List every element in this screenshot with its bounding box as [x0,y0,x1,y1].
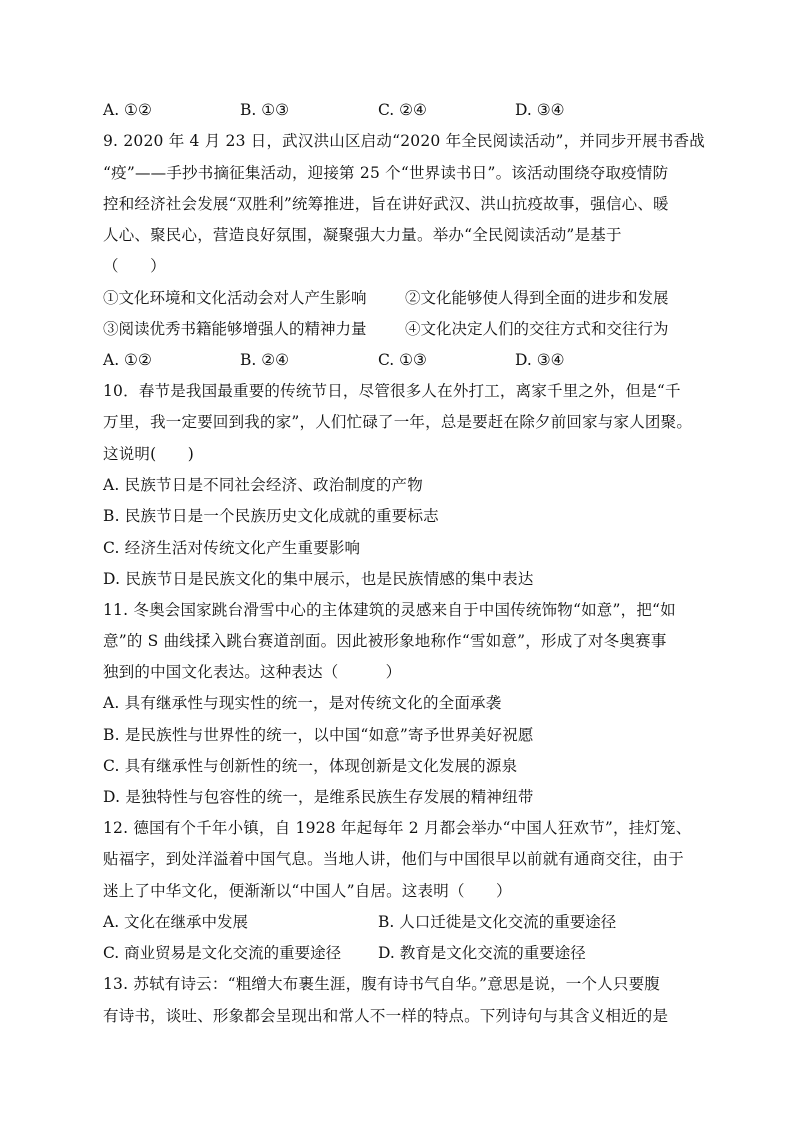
q9-option-d: D. ③④ [515,351,565,369]
q12-stem-line-2: 贴福字，到处洋溢着中国气息。当地人讲，他们与中国很早以前就有通商交往，由于 [103,850,684,868]
q12-stem-line-1: 12. 德国有个千年小镇，自 1928 年起每年 2 月都会举办“中国人狂欢节”，挂灯笼、 [103,819,692,837]
q10-stem-line-1: 10．春节是我国最重要的传统节日，尽管很多人在外打工，离家千里之外，但是“千 [103,382,681,400]
q9-statement-2: ②文化能够使人得到全面的进步和发展 [405,289,669,307]
q10-option-b: B. 民族节日是一个民族历史文化成就的重要标志 [103,507,439,525]
q10-stem-line-2: 万里，我一定要回到我的家”，人们忙碌了一年，总是要赶在除夕前回家与家人团聚。 [103,413,693,431]
q11-stem-line-2: 意”的 S 曲线揉入跳台赛道剖面。因此被形象地称作“雪如意”，形成了对冬奥赛事 [103,632,667,650]
q12-option-a: A. 文化在继承中发展 [103,913,249,931]
q9-option-b: B. ②④ [240,351,290,369]
q12-stem-line-3: 迷上了中华文化，便渐渐以“中国人”自居。这表明（ ） [103,882,512,900]
q9-stem-line-4: 人心、聚民心，营造良好氛围，凝聚强大力量。举办“全民阅读活动”是基于 [103,226,622,244]
q12-option-d: D. 教育是文化交流的重要途径 [378,944,586,962]
q11-option-a: A. 具有继承性与现实性的统一，是对传统文化的全面承袭 [103,694,502,712]
q9-stem-line-1: 9. 2020 年 4 月 23 日，武汉洪山区启动“2020 年全民阅读活动”，并同步开展书香战 [103,132,705,150]
q8-option-b: B. ①③ [240,101,290,119]
q9-statement-1: ①文化环境和文化活动会对人产生影响 [103,289,367,307]
q10-option-a: A. 民族节日是不同社会经济、政治制度的产物 [103,476,423,494]
q11-option-d: D. 是独特性与包容性的统一，是维系民族生存发展的精神纽带 [103,788,534,806]
q10-option-c: C. 经济生活对传统文化产生重要影响 [103,539,361,557]
q13-stem-line-1: 13. 苏轼有诗云：“粗缯大布裹生涯，腹有诗书气自华。”意思是说，一个人只要腹 [103,975,660,993]
q8-option-c: C. ②④ [378,101,427,119]
q9-statement-4: ④文化决定人们的交往方式和交往行为 [405,320,669,338]
q10-stem-line-3: 这说明( ) [103,445,194,463]
q11-stem-line-1: 11. 冬奥会国家跳台滑雪中心的主体建筑的灵感来自于中国传统饰物“如意”，把“如 [103,601,676,619]
q9-statement-3: ③阅读优秀书籍能够增强人的精神力量 [103,320,367,338]
q11-option-b: B. 是民族性与世界性的统一，以中国“如意”寄予世界美好祝愿 [103,726,534,744]
q11-option-c: C. 具有继承性与创新性的统一，体现创新是文化发展的源泉 [103,757,518,775]
q11-stem-line-3: 独到的中国文化表达。这种表达（ ） [103,663,402,681]
q8-option-a: A. ①② [103,101,152,119]
q12-option-b: B. 人口迁徙是文化交流的重要途径 [378,913,617,931]
q12-option-c: C. 商业贸易是文化交流的重要途径 [103,944,342,962]
q9-stem-line-2: “疫”——手抄书摘征集活动，迎接第 25 个“世界读书日”。该活动围绕夺取疫情防 [103,164,669,182]
q10-option-d: D. 民族节日是民族文化的集中展示，也是民族情感的集中表达 [103,570,534,588]
q9-option-a: A. ①② [103,351,152,369]
q8-option-d: D. ③④ [515,101,565,119]
q9-stem-line-3: 控和经济社会发展“双胜利”统筹推进，旨在讲好武汉、洪山抗疫故事，强信心、暖 [103,195,669,213]
q13-stem-line-2: 有诗书，谈吐、形象都会呈现出和常人不一样的特点。下列诗句与其含义相近的是 [103,1007,669,1025]
q9-stem-line-5: （ ） [103,257,166,275]
q9-option-c: C. ①③ [378,351,427,369]
